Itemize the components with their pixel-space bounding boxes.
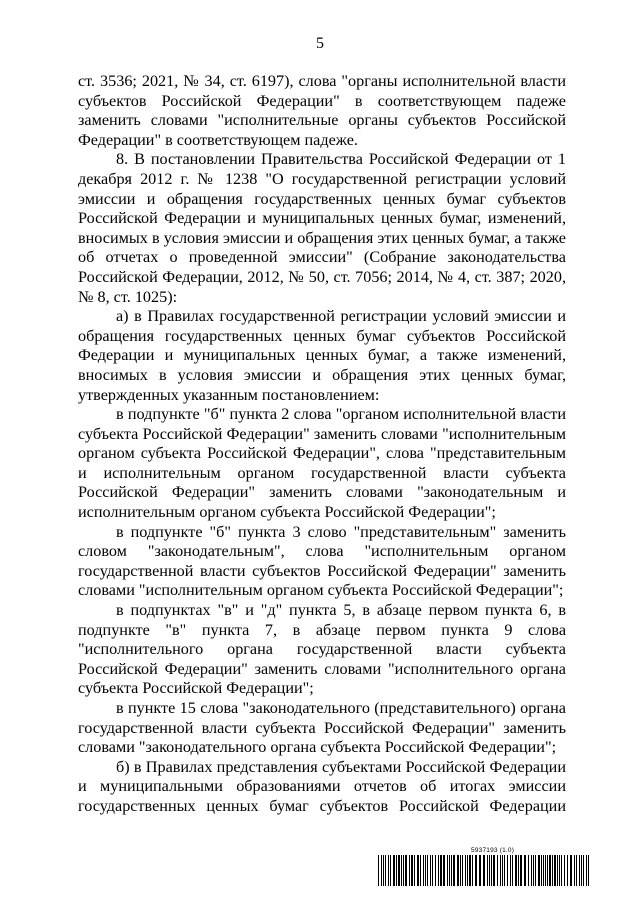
barcode-bar [423, 855, 424, 886]
barcode-bar [512, 855, 513, 886]
barcode-bar [554, 855, 556, 886]
barcode-bar [398, 855, 400, 886]
barcode-bar [557, 855, 558, 886]
page-number: 5 [316, 35, 324, 52]
barcode-bar [432, 855, 433, 886]
barcode-bar [383, 855, 384, 886]
barcode-bar [518, 855, 519, 886]
barcode-bar [538, 855, 540, 886]
barcode-bar [549, 855, 551, 886]
barcode-bar [420, 855, 421, 886]
barcode-bar [510, 855, 511, 886]
document-code: 5937193 (1.0) [471, 847, 515, 854]
barcode-bar [533, 855, 534, 886]
barcode-bar [567, 855, 568, 886]
barcode-bar [586, 855, 587, 886]
barcode-bar [570, 855, 572, 886]
barcode-bar [583, 855, 584, 886]
barcode-bar [467, 855, 468, 886]
barcode-bar [460, 855, 461, 886]
barcode-bar [403, 855, 404, 886]
barcode-bar [475, 855, 477, 886]
barcode-bar [430, 855, 431, 886]
barcode-bar [564, 855, 565, 886]
barcode-bar [414, 855, 415, 886]
barcode-bar [401, 855, 402, 886]
barcode-bar [483, 855, 485, 886]
barcode-bar [451, 855, 452, 886]
barcode-bar [462, 855, 463, 886]
barcode-bar [388, 855, 389, 886]
barcode-bar [440, 855, 442, 886]
barcode-bar [435, 855, 436, 886]
barcode-bar [559, 855, 560, 886]
barcode-bar [405, 855, 407, 886]
barcode-bar [465, 855, 466, 886]
barcode-bar [561, 855, 562, 886]
barcode-bar [396, 855, 397, 886]
barcode-image [378, 855, 590, 886]
document-body [78, 72, 566, 817]
paragraph-5: в подпункте "б" пункта 3 слово "представительным" заменить словом "законодательным", слова "исполнительным органом государственной власти субъектов Российской Федерации" заменить словами "исполнительным органом субъекта Российской Федерации"; [78, 522, 566, 600]
paragraph-7: в пункте 15 слова "законодательного (представительного) органа государственной власти субъекта Российской Федерации" заменить словами "законодательного органа субъекта Российской Федерации"; [78, 699, 566, 757]
barcode-bar [545, 855, 546, 886]
barcode-bar [381, 855, 382, 886]
barcode-bar [520, 855, 522, 886]
barcode-bar [457, 855, 459, 886]
barcode-bar [500, 855, 501, 886]
barcode-bar [574, 855, 575, 886]
barcode-bar [528, 855, 529, 886]
barcode-bar [502, 855, 503, 886]
barcode-bar [385, 855, 386, 886]
paragraph-3: а) в Правилах государственной регистрации условий эмиссии и обращения государственных ценных бумаг субъектов Российской Федерации и муниципальных ценных бумаг, а также изменений, вносимых в условия эмиссии и обращения этих ценных бумаг, утвержденных указанным постановлением: [78, 307, 566, 404]
barcode-bar [417, 855, 419, 886]
barcode-bar [515, 855, 517, 886]
barcode-bar [489, 855, 490, 886]
paragraph-1: ст. 3536; 2021, № 34, ст. 6197), слова "органы исполнительной власти субъектов Российской Федерации" в соответствующем падеже заменить словами "исполнительные органы субъектов Российской Федерации" в соответствующем падеже. [78, 72, 566, 149]
barcode-bar [579, 855, 580, 886]
barcode-bar [504, 855, 505, 886]
barcode-bar [535, 855, 536, 886]
barcode-bar [547, 855, 548, 886]
barcode-bar [524, 855, 526, 886]
barcode-bar [390, 855, 391, 886]
barcode-bar [472, 855, 473, 886]
barcode-bar [507, 855, 508, 886]
barcode-bar [531, 855, 532, 886]
barcode-bar [409, 855, 410, 886]
barcode-bar [411, 855, 413, 886]
barcode-bar [543, 855, 544, 886]
barcode-bar [425, 855, 426, 886]
barcode-bar [449, 855, 450, 886]
barcode-bar [469, 855, 471, 886]
paragraph-8: б) в Правилах представления субъектами Российской Федерации и муниципальными образованиями отчетов об итогах эмиссии государственных ценных бумаг субъектов Российской Федерации [78, 757, 566, 815]
barcode-bar [427, 855, 428, 886]
barcode-bar [479, 855, 481, 886]
paragraph-2: 8. В постановлении Правительства Российской Федерации от 1 декабря 2012 г. № 1238 "О государственной регистрации условий эмиссии и обращения государственных ценных бумаг субъектов Российской Федерации и муниципальных ценных бумаг, изменений, вносимых в условия эмиссии и обращения этих ценных бумаг, а также об отчетах о проведенной эмиссии" (Собрание законодательства Российской Федерации, 2012, № 50, ст. 7056; 2014, № 4, ст. 387; 2020, № 8, ст. 1025): [78, 150, 566, 306]
barcode-bar [493, 855, 495, 886]
barcode-bar [378, 855, 379, 886]
barcode-bar [438, 855, 439, 886]
barcode-bar [393, 855, 395, 886]
barcode-bar [581, 855, 582, 886]
paragraph-4: в подпункте "б" пункта 2 слова "органом исполнительной власти субъекта Российской Федерации" заменить словами "исполнительным органом субъекта Российской Федерации", слова "представительным и исполнительным органом государственной власти субъекта Российской Федерации" заменить словами "законодательным и исполнительным органом субъекта Российской Федерации"; [78, 405, 566, 522]
barcode-bar [491, 855, 492, 886]
barcode-bar [541, 855, 542, 886]
barcode-bar [487, 855, 488, 886]
barcode-bar [588, 855, 589, 886]
barcode-bar [552, 855, 553, 886]
barcode-bar [447, 855, 448, 886]
barcode-bar [497, 855, 498, 886]
barcode-bar [443, 855, 445, 886]
barcode-bar [453, 855, 455, 886]
paragraph-6: в подпунктах "в" и "д" пункта 5, в абзаце первом пункта 6, в подпункте "в" пункта 7, в абзаце первом пункта 9 слова "исполнительного органа государственной власти субъекта Российской Федерации" заменить словами "исполнительного органа субъекта Российской Федерации"; [78, 601, 566, 698]
barcode-bar [576, 855, 577, 886]
